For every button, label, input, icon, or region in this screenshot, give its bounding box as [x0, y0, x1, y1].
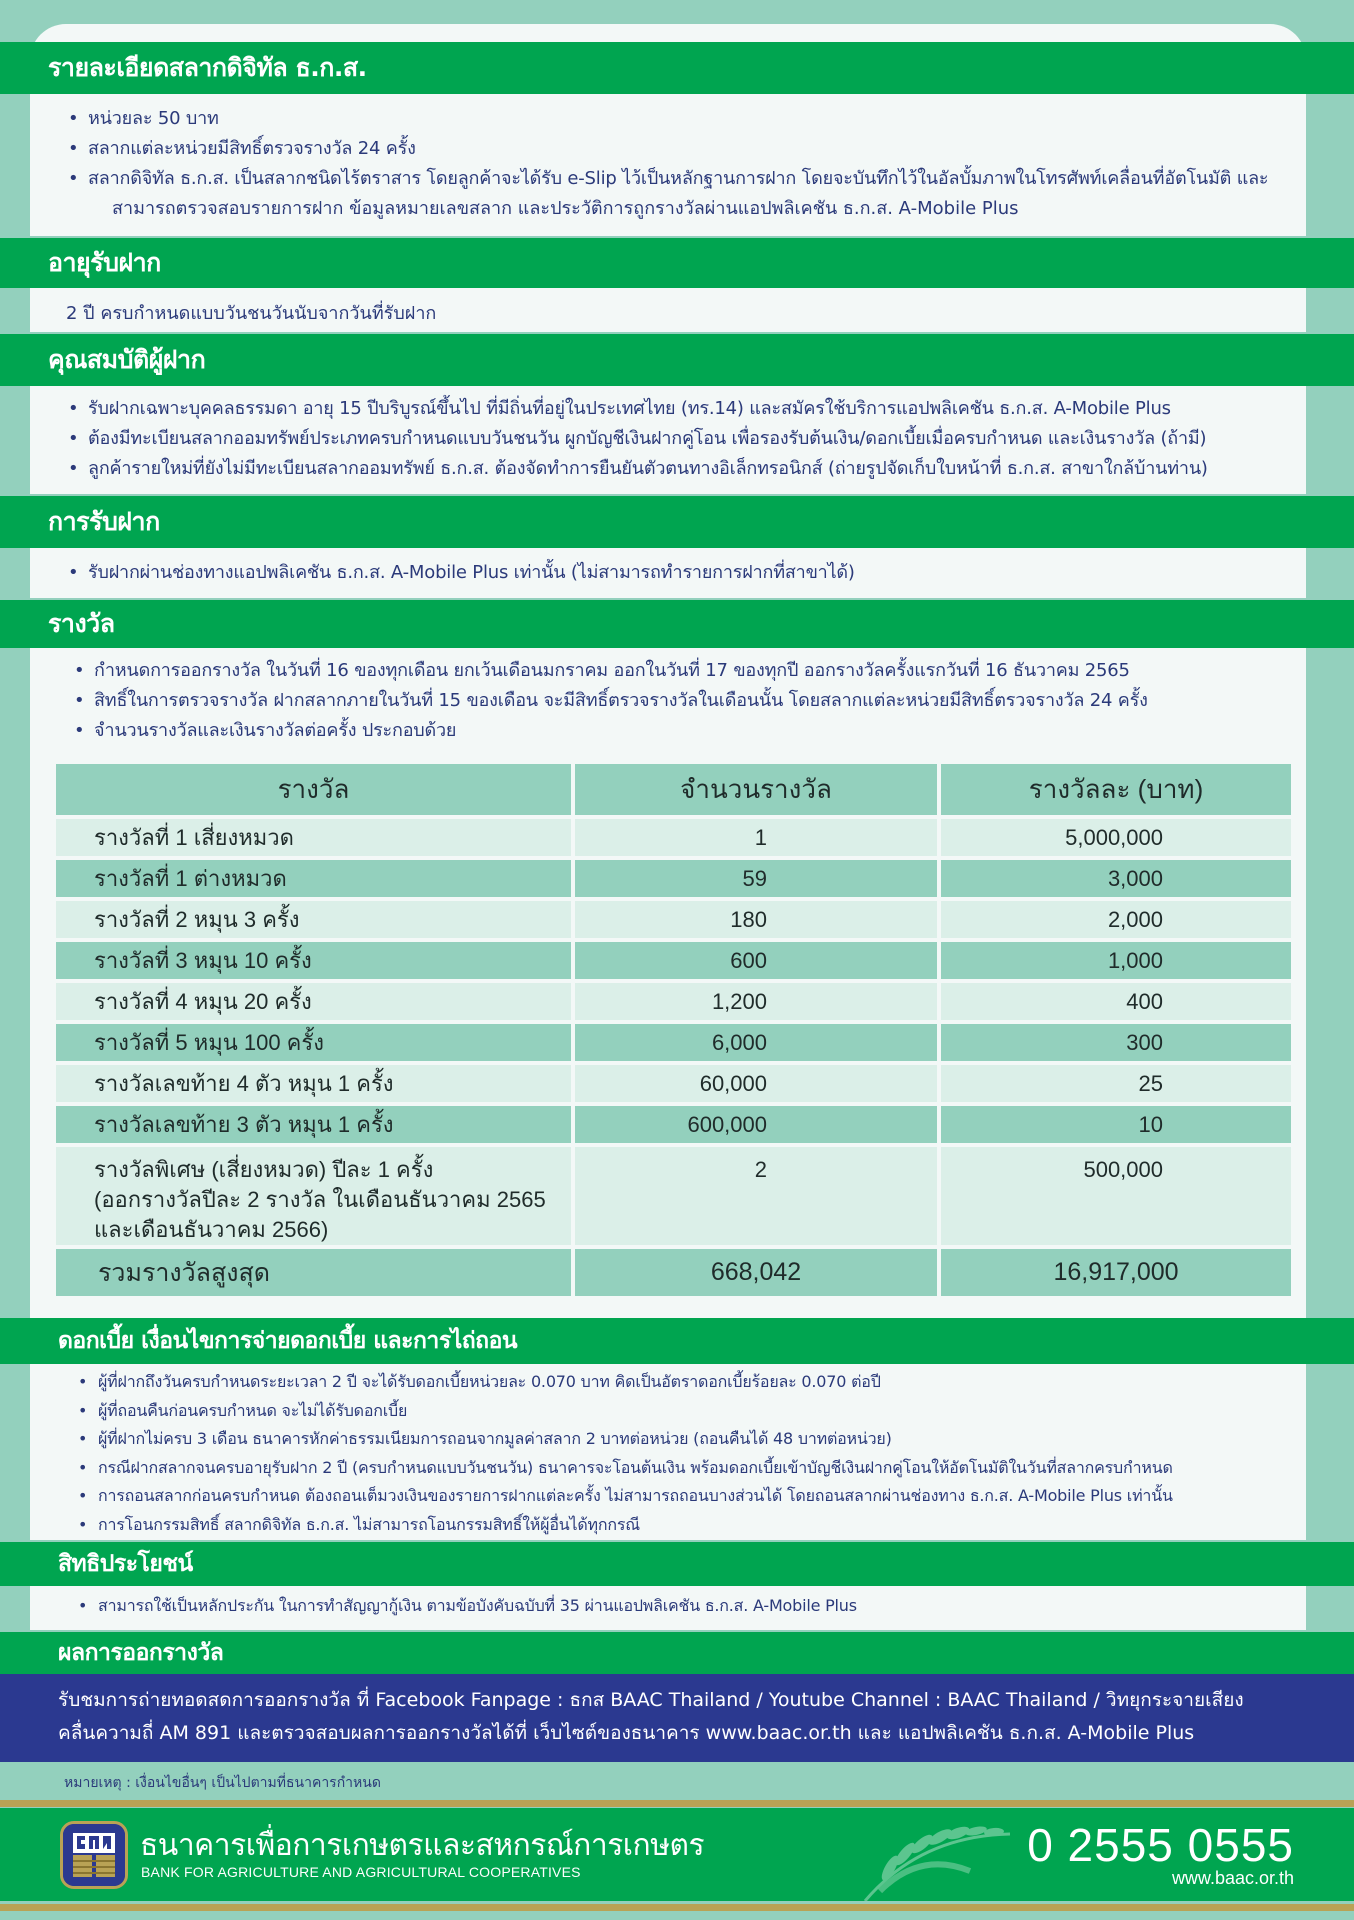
prize-amount: 25 — [941, 1065, 1291, 1102]
total-count: 668,042 — [575, 1249, 937, 1296]
prize-amount: 10 — [941, 1106, 1291, 1143]
prize-amount: 1,000 — [941, 942, 1291, 979]
list-item: • หน่วยละ 50 บาท — [64, 104, 1306, 134]
prize-count: 180 — [575, 901, 937, 938]
prize-count: 600 — [575, 942, 937, 979]
footnote: หมายเหตุ : เงื่อนไขอื่นๆ เป็นไปตามที่ธนาคารกำหนด — [64, 1775, 381, 1791]
interest-list — [74, 1368, 1306, 1539]
prize-count: 2 — [575, 1147, 937, 1245]
bank-name-th: ธนาคารเพื่อการเกษตรและสหกรณ์การเกษตร — [140, 1828, 705, 1863]
list-item: • กรณีฝากสลากจนครบอายุรับฝาก 2 ปี (ครบกำหนดแบบวันชนวัน) ธนาคารจะโอนต้นเงิน พร้อมดอกเบี้ยเข้าบัญชีเงินฝากคู่โอนให้อัตโนมัติในวันที่สลากครบกำหนด — [74, 1454, 1306, 1483]
section-title: รายละเอียดสลากดิจิทัล ธ.ก.ส. — [48, 53, 367, 82]
footer-bar — [0, 1808, 1354, 1901]
section-header-deposit — [0, 496, 1354, 548]
table-row-total — [56, 1249, 1291, 1296]
section-header-term — [0, 238, 1354, 288]
list-item: • ผู้ที่ถอนคืนก่อนครบกำหนด จะไม่ได้รับดอกเบี้ย — [74, 1397, 1306, 1426]
prize-amount: 5,000,000 — [941, 819, 1291, 856]
term-panel — [30, 288, 1306, 332]
list-item: • กำหนดการออกรางวัล ในวันที่ 16 ของทุกเดือน ยกเว้นเดือนมกราคม ออกในวันที่ 17 ของทุกปี ออกรางวัลครั้งแรกวันที่ 16 ธันวาคม 2565 — [70, 656, 1306, 686]
section-title: ผลการออกรางวัล — [58, 1640, 224, 1666]
prize-name: รางวัลที่ 1 เสี่ยงหมวด — [56, 819, 571, 856]
prize-name — [56, 1147, 571, 1245]
qualification-panel — [30, 386, 1306, 494]
prize-amount: 3,000 — [941, 860, 1291, 897]
table-row — [56, 1065, 1291, 1102]
deposit-panel — [30, 548, 1306, 598]
prize-name-line: และเดือนธันวาคม 2566) — [94, 1217, 329, 1242]
prize-count: 1,200 — [575, 983, 937, 1020]
table-row-special — [56, 1147, 1291, 1245]
list-item-continuation: สามารถตรวจสอบรายการฝาก ข้อมูลหมายเลขสลาก และประวัติการถูกรางวัลผ่านแอปพลิเคชัน ธ.ก.ส. A-Mobile Plus — [112, 198, 1019, 219]
section-title: สิทธิประโยชน์ — [58, 1551, 193, 1577]
prize-amount: 400 — [941, 983, 1291, 1020]
column-header-amount: รางวัลละ (บาท) — [941, 764, 1291, 815]
prize-name: รางวัลที่ 1 ต่างหมวด — [56, 860, 571, 897]
section-title: การรับฝาก — [48, 507, 160, 536]
prize-name: รางวัลที่ 5 หมุน 100 ครั้ง — [56, 1024, 571, 1061]
section-header-results — [0, 1632, 1354, 1674]
section-title: ดอกเบี้ย เงื่อนไขการจ่ายดอกเบี้ย และการไถ่ถอน — [58, 1328, 518, 1354]
prizes-list — [70, 656, 1306, 746]
list-item: • ผู้ที่ฝากถึงวันครบกำหนดระยะเวลา 2 ปี จะได้รับดอกเบี้ยหน่วยละ 0.070 บาท คิดเป็นอัตราดอกเบี้ยร้อยละ 0.070 ต่อปี — [74, 1368, 1306, 1397]
prize-count: 59 — [575, 860, 937, 897]
list-item: • ลูกค้ารายใหม่ที่ยังไม่มีทะเบียนสลากออมทรัพย์ ธ.ก.ส. ต้องจัดทำการยืนยันตัวตนทางอิเล็กทรอนิกส์ (ถ่ายรูปจัดเก็บใบหน้าที่ ธ.ก.ส. สาขาใกล้บ้านท่าน) — [64, 454, 1306, 484]
prize-amount: 2,000 — [941, 901, 1291, 938]
total-label: รวมรางวัลสูงสุด — [56, 1249, 571, 1296]
bank-name-en: BANK FOR AGRICULTURE AND AGRICULTURAL COOPERATIVES — [141, 1864, 581, 1880]
benefits-panel — [30, 1586, 1306, 1630]
table-header-row — [56, 764, 1291, 815]
prize-name: รางวัลเลขท้าย 3 ตัว หมุน 1 ครั้ง — [56, 1106, 571, 1143]
phone-number: 0 2555 0555 — [1027, 1819, 1294, 1871]
details-list — [64, 104, 1306, 194]
website-link[interactable]: www.baac.or.th — [1171, 1868, 1294, 1888]
prize-amount: 500,000 — [941, 1147, 1291, 1245]
gold-divider — [0, 1904, 1354, 1911]
prize-table — [52, 760, 1295, 1300]
section-header-benefits — [0, 1542, 1354, 1586]
results-line: คลื่นความถี่ AM 891 และตรวจสอบผลการออกรางวัลได้ที่ เว็บไซต์ของธนาคาร www.baac.or.th และ แอปพลิเคชัน ธ.ก.ส. A-Mobile Plus — [58, 1722, 1195, 1744]
benefits-list — [74, 1592, 1306, 1621]
prize-count: 600,000 — [575, 1106, 937, 1143]
list-item: • ผู้ที่ฝากไม่ครบ 3 เดือน ธนาคารหักค่าธรรมเนียมการถอนจากมูลค่าสลาก 2 บาทต่อหน่วย (ถอนคืนได้ 48 บาทต่อหน่วย) — [74, 1425, 1306, 1454]
list-item: • ต้องมีทะเบียนสลากออมทรัพย์ประเภทครบกำหนดแบบวันชนวัน ผูกบัญชีเงินฝากคู่โอน เพื่อรองรับต้นเงิน/ดอกเบี้ยเมื่อครบกำหนด และเงินรางวัล (ถ้ามี) — [64, 424, 1306, 454]
prize-name-line: (ออกรางวัลปีละ 2 รางวัล ในเดือนธันวาคม 2565 — [94, 1187, 546, 1212]
table-row — [56, 901, 1291, 938]
section-title: คุณสมบัติผู้ฝาก — [48, 345, 206, 374]
column-header-prize: รางวัล — [56, 764, 571, 815]
list-item: • รับฝากเฉพาะบุคคลธรรมดา อายุ 15 ปีบริบูรณ์ขึ้นไป ที่มีถิ่นที่อยู่ในประเทศไทย (ทร.14) และสมัครใช้บริการแอปพลิเคชัน ธ.ก.ส. A-Mobile Plus — [64, 394, 1306, 424]
table-row — [56, 1024, 1291, 1061]
prize-name: รางวัลที่ 2 หมุน 3 ครั้ง — [56, 901, 571, 938]
table-row — [56, 942, 1291, 979]
prize-amount: 300 — [941, 1024, 1291, 1061]
section-header-qualification — [0, 334, 1354, 386]
section-header-prizes — [0, 600, 1354, 648]
table-row — [56, 860, 1291, 897]
prize-name: รางวัลเลขท้าย 4 ตัว หมุน 1 ครั้ง — [56, 1065, 571, 1102]
section-title: อายุรับฝาก — [48, 248, 161, 277]
results-line: รับชมการถ่ายทอดสดการออกรางวัล ที่ Facebook Fanpage : ธกส BAAC Thailand / Youtube Channel : BAAC Thailand / วิทยุกระจายเสียง — [58, 1689, 1244, 1711]
baac-logo-icon — [60, 1821, 128, 1889]
interest-panel — [30, 1364, 1306, 1540]
section-header-details — [0, 42, 1354, 94]
prize-name: รางวัลที่ 3 หมุน 10 ครั้ง — [56, 942, 571, 979]
prize-name: รางวัลที่ 4 หมุน 20 ครั้ง — [56, 983, 571, 1020]
table-row — [56, 1106, 1291, 1143]
prize-name-line: รางวัลพิเศษ (เสี่ยงหมวด) ปีละ 1 ครั้ง — [94, 1157, 434, 1182]
section-title: รางวัล — [48, 609, 115, 638]
list-item: • สลากแต่ละหน่วยมีสิทธิ์ตรวจรางวัล 24 ครั้ง — [64, 134, 1306, 164]
prize-count: 6,000 — [575, 1024, 937, 1061]
prize-count: 60,000 — [575, 1065, 937, 1102]
table-row — [56, 983, 1291, 1020]
list-item: • สลากดิจิทัล ธ.ก.ส. เป็นสลากชนิดไร้ตราสาร โดยลูกค้าจะได้รับ e-Slip ไว้เป็นหลักฐานการฝาก โดยจะบันทึกไว้ในอัลบั้มภาพในโทรศัพท์เคลื่อนที่อัตโนมัติ และ — [64, 164, 1306, 194]
list-item: • สามารถใช้เป็นหลักประกัน ในการทำสัญญากู้เงิน ตามข้อบังคับฉบับที่ 35 ผ่านแอปพลิเคชัน ธ.ก.ส. A-Mobile Plus — [74, 1592, 1306, 1621]
table-row — [56, 819, 1291, 856]
total-amount: 16,917,000 — [941, 1249, 1291, 1296]
column-header-count: จำนวนรางวัล — [575, 764, 937, 815]
list-item: • การโอนกรรมสิทธิ์ สลากดิจิทัล ธ.ก.ส. ไม่สามารถโอนกรรมสิทธิ์ให้ผู้อื่นได้ทุกกรณี — [74, 1511, 1306, 1540]
results-box — [0, 1674, 1354, 1762]
list-item: • รับฝากผ่านช่องทางแอปพลิเคชัน ธ.ก.ส. A-Mobile Plus เท่านั้น (ไม่สามารถทำรายการฝากที่สาขาได้) — [64, 558, 1306, 588]
list-item: • การถอนสลากก่อนครบกำหนด ต้องถอนเต็มวงเงินของรายการฝากแต่ละครั้ง ไม่สามารถถอนบางส่วนได้ โดยถอนสลากผ่านช่องทาง ธ.ก.ส. A-Mobile Plus เท่านั้น — [74, 1482, 1306, 1511]
qualification-list — [64, 394, 1306, 484]
list-item: • จำนวนรางวัลและเงินรางวัลต่อครั้ง ประกอบด้วย — [70, 716, 1306, 746]
section-header-interest — [0, 1318, 1354, 1364]
details-panel — [30, 94, 1306, 236]
term-text: 2 ปี ครบกำหนดแบบวันชนวันนับจากวันที่รับฝาก — [66, 303, 437, 324]
deposit-list — [64, 558, 1306, 588]
gold-divider — [0, 1800, 1354, 1807]
rice-stalk-icon — [860, 1816, 1030, 1901]
list-item: • สิทธิ์ในการตรวจรางวัล ฝากสลากภายในวันที่ 15 ของเดือน จะมีสิทธิ์ตรวจรางวัลในเดือนนั้น โดยสลากแต่ละหน่วยมีสิทธิ์ตรวจรางวัล 24 ครั้ง — [70, 686, 1306, 716]
prize-count: 1 — [575, 819, 937, 856]
